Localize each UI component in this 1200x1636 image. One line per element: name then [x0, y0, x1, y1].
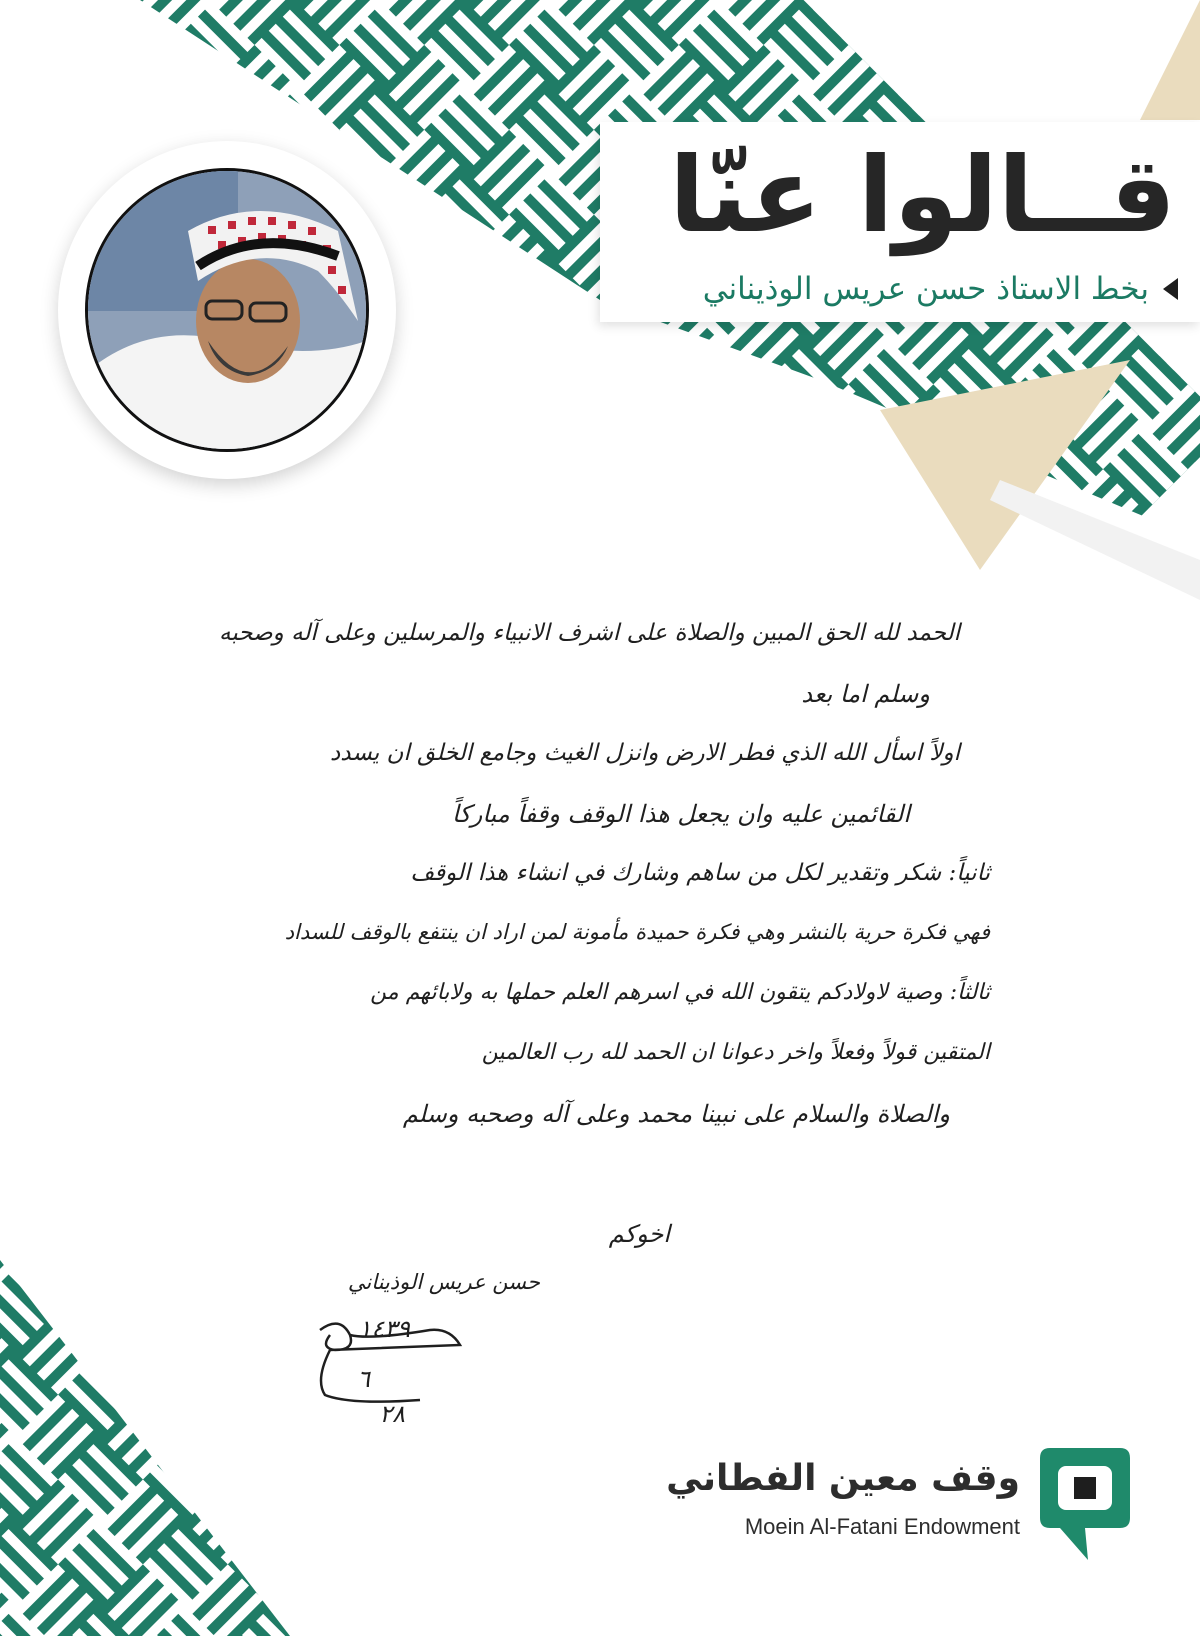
- letter-line: اولاً اسأل الله الذي فطر الارض وانزل الغيث وجامع الخلق ان يسدد: [330, 740, 960, 766]
- letter-line: وسلم اما بعد: [801, 680, 930, 708]
- letter-line: المتقين قولاً وفعلاً واخر دعوانا ان الحمد لله رب العالمين: [481, 1040, 990, 1065]
- letter-closing: اخوكم: [608, 1220, 670, 1248]
- play-arrow-icon: [1163, 278, 1178, 300]
- letter-date-month: ٦: [357, 1365, 370, 1393]
- letter-line: الحمد لله الحق المبين والصلاة على اشرف الانبياء والمرسلين وعلى آله وصحبه: [219, 620, 960, 646]
- signature-scribble: [310, 1310, 510, 1420]
- handwritten-letter: [190, 620, 990, 1428]
- letter-line: ثانياً: شكر وتقدير لكل من ساهم وشارك في انشاء هذا الوقف: [410, 860, 990, 886]
- header-banner: [600, 122, 1200, 322]
- author-portrait: [85, 168, 369, 452]
- subtitle-row: [618, 267, 1178, 311]
- logo-name-arabic: وقف معين الفطاني: [666, 1458, 1020, 1499]
- logo-name-english: Moein Al-Fatani Endowment: [744, 1514, 1020, 1539]
- author-subtitle: بخط الاستاذ حسن عريس الوذيناني: [702, 271, 1149, 307]
- letter-year: ١٤٣٩: [358, 1315, 410, 1343]
- person-illustration-icon: [88, 171, 366, 449]
- page-title: قــالوا عنّا: [669, 134, 1176, 256]
- portrait-frame: [58, 141, 396, 479]
- letter-signature-name: حسن عريس الوذيناني: [347, 1270, 540, 1294]
- endowment-logo-icon: [1040, 1448, 1130, 1560]
- letter-line: فهي فكرة حرية بالنشر وهي فكرة حميدة مأمونة لمن اراد ان ينتفع بالوقف للسداد: [284, 920, 990, 944]
- letter-line: ثالثاً: وصية لاولادكم يتقون الله في اسرهم العلم حملها به ولابائهم من: [370, 980, 990, 1005]
- letter-line: القائمين عليه وان يجعل هذا الوقف وقفاً مباركاً: [452, 800, 910, 828]
- letter-line: والصلاة والسلام على نبينا محمد وعلى آله وصحبه وسلم: [402, 1100, 950, 1128]
- letter-date-day: ٢٨: [379, 1400, 405, 1428]
